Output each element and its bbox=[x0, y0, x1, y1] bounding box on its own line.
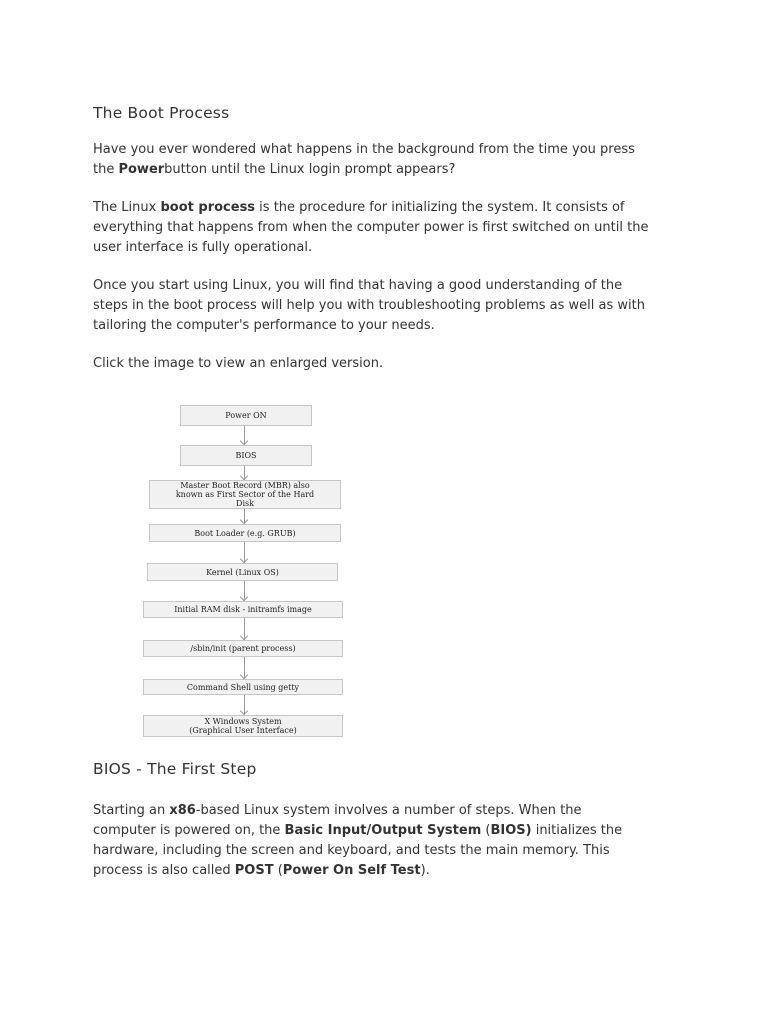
flow-step-command-shell: Command Shell using getty bbox=[143, 679, 343, 695]
post-keyword: POST bbox=[234, 863, 274, 878]
boot-process-heading: The Boot Process bbox=[93, 104, 230, 122]
bios-text-a: Starting an bbox=[93, 803, 170, 818]
power-keyword: Power bbox=[118, 162, 165, 177]
flow-step-boot-loader: Boot Loader (e.g. GRUB) bbox=[149, 524, 341, 542]
understanding-line-2: steps in the boot process will help you with troubleshooting problems as well as with bbox=[93, 298, 645, 313]
flow-step-bios: BIOS bbox=[180, 445, 312, 466]
bios-text-b: -based Linux system involves a number of steps. When the bbox=[195, 803, 582, 818]
flow-step-power-on: Power ON bbox=[180, 405, 312, 426]
flow-arrow bbox=[244, 426, 245, 445]
bios-text-f: process is also called bbox=[93, 863, 235, 878]
definition-text-a: The Linux bbox=[93, 200, 161, 215]
understanding-line-3: tailoring the computer's performance to your needs. bbox=[93, 318, 435, 333]
bios-text-h: ). bbox=[420, 863, 430, 878]
flow-arrow bbox=[244, 618, 245, 640]
bios-heading: BIOS - The First Step bbox=[93, 760, 257, 778]
intro-text-b: button until the Linux login prompt appears? bbox=[164, 162, 456, 177]
understanding-line-1: Once you start using Linux, you will find that having a good understanding of the bbox=[93, 278, 623, 293]
flow-arrow bbox=[244, 509, 245, 524]
bios-text-c: computer is powered on, the bbox=[93, 823, 285, 838]
bios-text-d: ( bbox=[481, 823, 491, 838]
flow-arrow bbox=[244, 695, 245, 715]
flow-step-sbin-init: /sbin/init (parent process) bbox=[143, 640, 343, 657]
flow-step-mbr: Master Boot Record (MBR) also known as First Sector of the Hard Disk bbox=[149, 480, 341, 509]
flow-arrow bbox=[244, 581, 245, 601]
flow-step-kernel: Kernel (Linux OS) bbox=[147, 563, 338, 581]
definition-line-3: user interface is fully operational. bbox=[93, 240, 313, 255]
definition-line-2: everything that happens from when the computer power is first switched on until the bbox=[93, 220, 649, 235]
flow-arrow bbox=[244, 542, 245, 563]
flow-step-initramfs: Initial RAM disk - initramfs image bbox=[143, 601, 343, 618]
bios-keyword: BIOS) bbox=[490, 823, 532, 838]
definition-text-b: is the procedure for initializing the system. It consists of bbox=[255, 200, 625, 215]
bios-text-g: ( bbox=[273, 863, 283, 878]
flow-step-x-windows: X Windows System (Graphical User Interface) bbox=[143, 715, 343, 737]
click-image-note: Click the image to view an enlarged version. bbox=[93, 356, 384, 371]
intro-text-a: the bbox=[93, 162, 119, 177]
bios-text-e: initializes the bbox=[531, 823, 623, 838]
bios-line-3: hardware, including the screen and keyboard, and tests the main memory. This bbox=[93, 843, 610, 858]
intro-line-1: Have you ever wondered what happens in the background from the time you press bbox=[93, 142, 635, 157]
flow-arrow bbox=[244, 466, 245, 480]
bios-fullname-keyword: Basic Input/Output System bbox=[284, 823, 482, 838]
flow-arrow bbox=[244, 657, 245, 679]
boot-process-keyword: boot process bbox=[160, 200, 256, 215]
x86-keyword: x86 bbox=[169, 803, 196, 818]
power-on-self-test-keyword: Power On Self Test bbox=[282, 863, 421, 878]
